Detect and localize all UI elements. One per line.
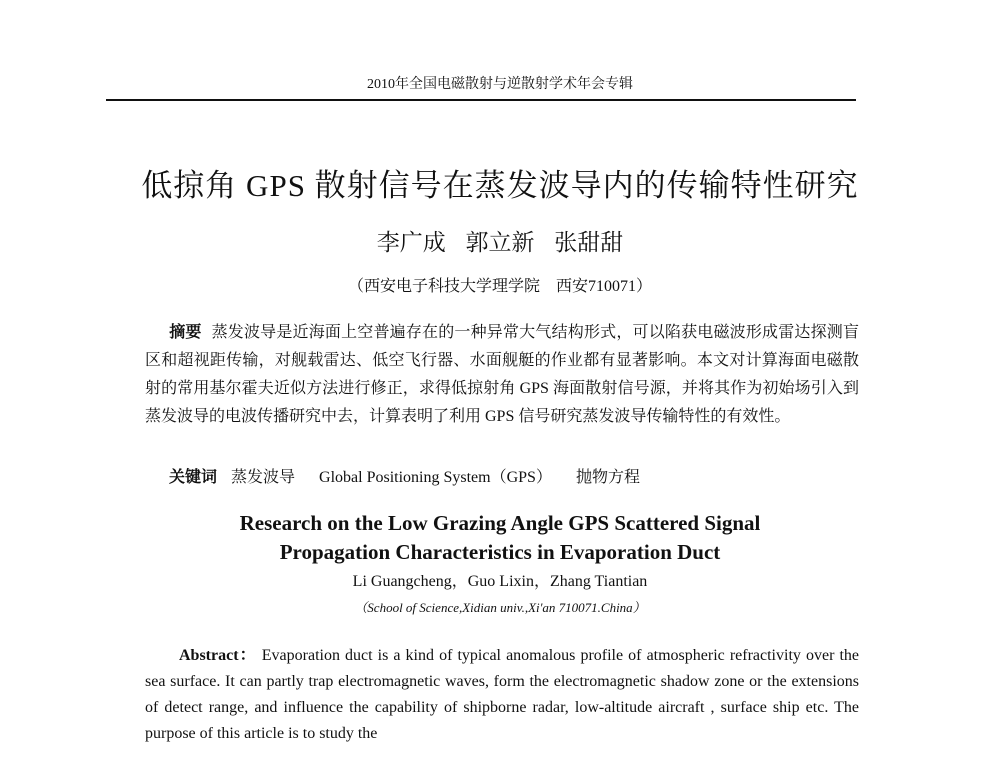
chinese-title: 低掠角 GPS 散射信号在蒸发波导内的传输特性研究 (141, 168, 859, 203)
english-affiliation: （School of Science,Xidian univ.,Xi'an 710071.China） (354, 600, 646, 615)
author-1: 李广成 (376, 230, 446, 255)
author-3: 张甜甜 (554, 230, 624, 255)
chinese-authors (160, 229, 840, 257)
english-abstract (145, 643, 859, 747)
abstract-label: 摘要 (169, 324, 202, 341)
chinese-affiliation: （西安电子科技大学理学院 西安710071） (347, 278, 652, 295)
english-abstract-text: Evaporation duct is a kind of typical anomalous profile of atmospheric refractivity over the sea surface. It can partly trap electromagnetic waves, form the electromagnetic shadow zone or the extensions of detect range, and influence the capability of shipborne radar, low-altitude aircraft , surface ship etc. The purpose of this article is to study the (145, 647, 860, 742)
english-title-line-2: Propagation Characteristics in Evaporation Duct (279, 540, 721, 564)
english-title (120, 509, 880, 567)
keywords-label: 关键词 (169, 469, 218, 486)
running-header: 2010年全国电磁散射与逆散射学术年会专辑 (367, 77, 633, 92)
keywords (169, 466, 859, 490)
english-authors: Li Guangcheng，Guo Lixin，Zhang Tiantian (352, 573, 648, 590)
keyword-3: 抛物方程 (575, 469, 640, 486)
english-abstract-label: Abstract： (179, 647, 257, 664)
header-rule (106, 99, 856, 101)
abstract-text: 蒸发波导是近海面上空普遍存在的一种异常大气结构形式，可以陷获电磁波形成雷达探测盲区和超视距传输，对舰载雷达、低空飞行器、水面舰艇的作业都有显著影响。本文对计算海面电磁散射的常用基尔霍夫近似方法进行修正，求得低掠射角 GPS 海面散射信号源，并将其作为初始场引入到蒸发波导的电波传播研究中去，计算表明了利用 GPS 信号研究蒸发波导传输特性的有效性。 (145, 324, 859, 425)
author-2: 郭立新 (465, 230, 535, 255)
keyword-1: 蒸发波导 (231, 469, 296, 486)
english-title-line-1: Research on the Low Grazing Angle GPS Scattered Signal (239, 511, 761, 535)
chinese-abstract (145, 319, 859, 431)
keyword-2: Global Positioning System（GPS） (319, 469, 552, 486)
